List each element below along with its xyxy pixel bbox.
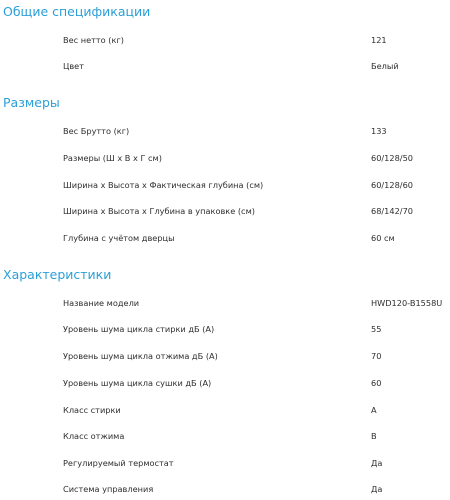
section-title-dimensions: Размеры	[3, 95, 60, 110]
spec-row-wash-class	[0, 403, 450, 417]
spec-row-wash-noise	[0, 322, 450, 336]
spec-value: 70	[371, 351, 382, 361]
spec-label: Размеры (Ш х В х Г см)	[63, 153, 162, 163]
spec-row-spin-class	[0, 429, 450, 443]
spec-row-dry-noise	[0, 376, 450, 390]
spec-value: Да	[371, 458, 383, 468]
spec-row-model-name	[0, 296, 450, 310]
spec-value: 60/128/50	[371, 153, 413, 163]
spec-row-dimensions	[0, 151, 450, 165]
spec-row-color	[0, 59, 450, 73]
spec-label: Ширина х Высота х Фактическая глубина (см)	[63, 180, 264, 190]
spec-value: 133	[371, 126, 387, 136]
section-title-characteristics: Характеристики	[3, 267, 112, 282]
spec-label: Уровень шума цикла отжима дБ (А)	[63, 351, 218, 361]
spec-row-gross-weight	[0, 124, 450, 138]
spec-value: 60	[371, 378, 382, 388]
spec-label: Регулируемый термостат	[63, 458, 174, 468]
spec-label: Вес Брутто (кг)	[63, 126, 130, 136]
spec-label: Вес нетто (кг)	[63, 35, 124, 45]
spec-label: Ширина х Высота х Глубина в упаковке (см)	[63, 206, 255, 216]
spec-value: 55	[371, 324, 382, 334]
spec-row-net-weight	[0, 33, 450, 47]
spec-label: Цвет	[63, 61, 84, 71]
spec-label: Уровень шума цикла сушки дБ (А)	[63, 378, 212, 388]
spec-row-control-system	[0, 482, 450, 496]
spec-row-thermostat	[0, 456, 450, 470]
spec-value: 68/142/70	[371, 206, 413, 216]
spec-row-spin-noise	[0, 349, 450, 363]
spec-value: 60/128/60	[371, 180, 413, 190]
section-title-general: Общие спецификации	[3, 4, 151, 19]
spec-label: Класс отжима	[63, 431, 125, 441]
spec-value: 121	[371, 35, 387, 45]
spec-label: Класс стирки	[63, 405, 121, 415]
spec-value: B	[371, 431, 377, 441]
spec-label: Система управления	[63, 484, 154, 494]
spec-row-package-dimensions	[0, 204, 450, 218]
spec-value: A	[371, 405, 377, 415]
spec-label: Уровень шума цикла стирки дБ (А)	[63, 324, 215, 334]
spec-label: Глубина с учётом дверцы	[63, 233, 175, 243]
spec-row-actual-depth	[0, 178, 450, 192]
spec-row-depth-with-door	[0, 231, 450, 245]
spec-value: 60 см	[371, 233, 395, 243]
spec-value: HWD120-B1558U	[371, 298, 443, 308]
spec-label: Название модели	[63, 298, 140, 308]
spec-value: Белый	[371, 61, 399, 71]
spec-value: Да	[371, 484, 383, 494]
